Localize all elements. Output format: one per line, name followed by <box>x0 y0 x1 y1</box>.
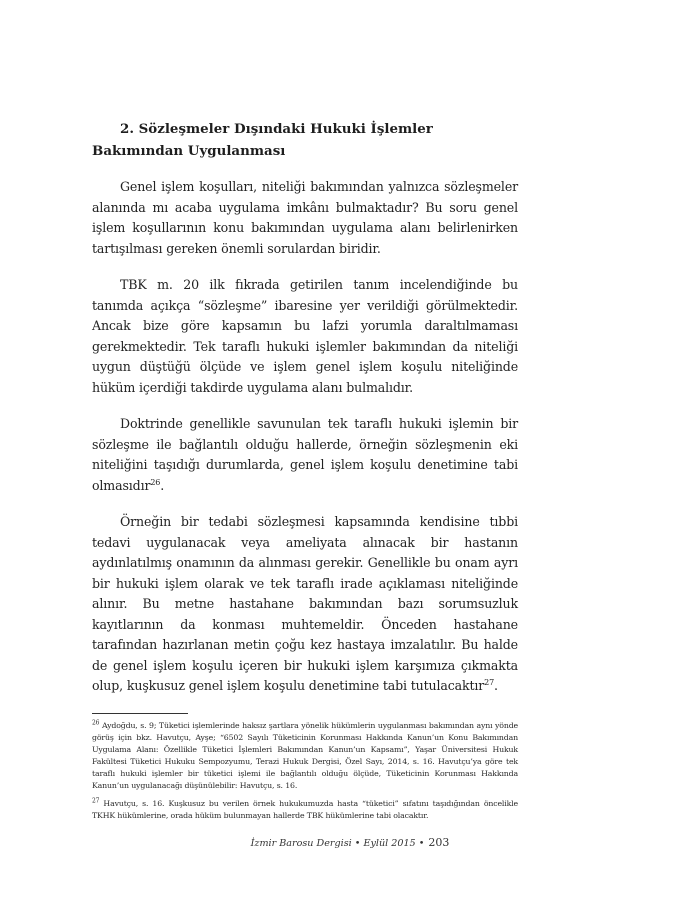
footnote-text: Havutçu, s. 16. Kuşkusuz bu verilen örnek hukukumuzda hasta “tüketici” sıfatını taşıdığından öncelikle TKHK hükümlerine, orada hüküm bulunmayan hallerde TBK hükümlerine tabi olacaktır. <box>92 798 518 820</box>
paragraph-3 <box>92 414 518 496</box>
footnote-ref-27[interactable]: 27 <box>484 677 495 687</box>
footnote-divider <box>92 713 188 714</box>
paragraph-4-end: . <box>494 678 498 693</box>
footnote-ref-26[interactable]: 26 <box>150 477 161 487</box>
paragraph-2: TBK m. 20 ilk fıkrada getirilen tanım incelendiğinde bu tanımda açıkça “sözleşme” ibaresine yer verildiği görülmektedir. Ancak bize göre kapsamın bu lafzi yorumla daraltılmaması gerekmektedir. Tek taraflı hukuki işlemler bakımından da niteliği uygun düştüğü ölçüde ve işlem genel işlem koşulu niteliğinde hüküm içerdiği takdirde uygulama alanı bulmalıdır. <box>92 277 518 395</box>
paragraph-4-text: Örneğin bir tedabi sözleşmesi kapsamında kendisine tıbbi tedavi uygulanacak veya ameliyata alınacak bir hastanın aydınlatılmış onamının da alınması gerekir. Genellikle bu onam ayrı bir hukuki işlem olarak ve tek taraflı irade açıklaması niteliğinde alınır. Bu metne hastahane bakımından bazı sorumsuzluk kayıtlarının da konması muhtemeldir. Önceden hastahane tarafından hazırlanan metin çoğu kez hastaya imzalatılır. Bu halde de genel işlem koşulu içeren bir hukuki işlem karşımıza çıkmakta olup, kuşkusuz genel işlem koşulu denetimine tabi tutulacaktır <box>92 514 518 693</box>
journal-name: İzmir Barosu Dergisi • Eylül 2015 • <box>250 838 425 849</box>
footnote-number: 27 <box>92 796 100 804</box>
paragraph-3-text: Doktrinde genellikle savunulan tek taraflı hukuki işlemin bir sözleşme ile bağlantılı olduğu hallerde, örneğin sözleşmenin eki niteliğini taşıdığı durumlarda, genel işlem koşulu denetimine tabi olmasıdır <box>92 416 518 493</box>
footnote-text: Aydoğdu, s. 9; Tüketici işlemlerinde haksız şartlara yönelik hükümlerin uygulanması bakımından aynı yönde görüş için bkz. Havutçu, Ayşe; “6502 Sayılı Tüketicinin Korunması Hakkında Kanun’un Konu Bakımından Uygulama Alanı: Özellikle Tüketici İşlemleri Bakımından Kanun’un Kapsamı”, Yaşar Üniversitesi Hukuk Fakültesi Tüketici Hukuku Sempozyumu, Terazi Hukuk Dergisi, Özel Sayı, 2014, s. 16. Havutçu’ya göre tek taraflı hukuki işlemler bir tüketici işlemi ile bağlantılı olduğu ölçüde, Tüketicinin Korunması Hakkında Kanun’un uygulanacağı düşünülebilir: Havutçu, s. 16. <box>92 720 518 790</box>
footnote-26 <box>92 720 518 792</box>
page-content <box>92 118 518 828</box>
paragraph-3-end: . <box>160 477 165 493</box>
footnote-number: 26 <box>92 718 100 726</box>
page-footer <box>0 836 700 849</box>
section-heading: 2. Sözleşmeler Dışındaki Hukuki İşlemler Bakımından Uygulanması <box>92 121 433 159</box>
paragraph-4 <box>92 512 518 697</box>
page-number: 203 <box>428 836 450 849</box>
paragraph-1: Genel işlem koşulları, niteliği bakımından yalnızca sözleşmeler alanında mı acaba uygulama imkânı bulmaktadır? Bu soru genel işlem koşullarının konu bakımından uygulama alanı belirlenirken tartışılması gereken önemli sorulardan biridir. <box>92 179 518 256</box>
footnote-27 <box>92 798 518 822</box>
